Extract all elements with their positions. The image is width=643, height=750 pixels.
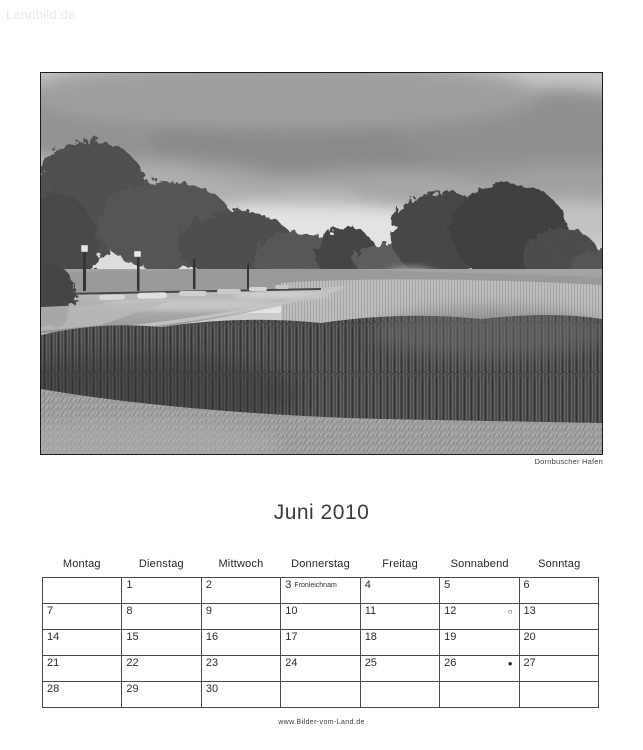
day-number: 7 bbox=[47, 605, 54, 617]
calendar-cell bbox=[122, 578, 201, 604]
day-number: 17 bbox=[285, 631, 298, 643]
calendar-cell bbox=[43, 682, 122, 708]
calendar-cell bbox=[201, 656, 280, 682]
landscape-photo bbox=[41, 73, 602, 454]
day-number: 28 bbox=[47, 683, 60, 695]
calendar-cell bbox=[201, 604, 280, 630]
calendar-cell bbox=[281, 656, 360, 682]
calendar-grid bbox=[42, 577, 599, 708]
weekday-header-montag: Montag bbox=[62, 558, 101, 570]
day-number: 30 bbox=[205, 683, 219, 695]
holiday-label: Fronleichnam bbox=[294, 582, 337, 589]
calendar-cell bbox=[281, 682, 360, 708]
footer-url: www.Bilder-vom-Land.de bbox=[278, 719, 365, 726]
day-number: 19 bbox=[444, 631, 457, 643]
day-number: 12 bbox=[444, 605, 457, 617]
calendar-cell bbox=[281, 630, 360, 656]
weekday-header-row bbox=[42, 558, 599, 570]
calendar-cell bbox=[440, 656, 519, 682]
calendar-week-row bbox=[43, 604, 599, 630]
full-moon-icon: ● bbox=[507, 659, 513, 668]
calendar-cell bbox=[360, 682, 439, 708]
calendar-cell bbox=[519, 682, 598, 708]
day-number: 8 bbox=[126, 605, 133, 617]
day-number: 6 bbox=[523, 579, 530, 591]
calendar-cell bbox=[201, 630, 280, 656]
calendar-cell bbox=[122, 604, 201, 630]
calendar-cell bbox=[360, 630, 439, 656]
day-number: 1 bbox=[126, 579, 133, 591]
calendar-cell bbox=[519, 656, 598, 682]
calendar-cell bbox=[201, 578, 280, 604]
watermark-text: Landbild.de bbox=[6, 7, 76, 22]
calendar-cell bbox=[519, 604, 598, 630]
new-moon-icon: ○ bbox=[507, 607, 513, 616]
day-number: 21 bbox=[47, 657, 60, 669]
weekday-header-donnerstag: Donnerstag bbox=[291, 558, 350, 570]
day-number: 9 bbox=[205, 605, 212, 617]
day-number: 14 bbox=[47, 631, 60, 643]
day-number: 4 bbox=[364, 579, 371, 591]
photo-frame bbox=[40, 72, 603, 455]
calendar-week-row bbox=[43, 656, 599, 682]
day-number: 27 bbox=[523, 657, 536, 669]
day-number: 11 bbox=[364, 605, 377, 617]
calendar-cell bbox=[122, 682, 201, 708]
calendar-cell bbox=[440, 630, 519, 656]
calendar-cell bbox=[519, 630, 598, 656]
day-number: 22 bbox=[126, 657, 139, 669]
weekday-header-sonntag: Sonntag bbox=[538, 558, 581, 570]
weekday-header-sonnabend: Sonnabend bbox=[450, 558, 509, 570]
calendar-cell bbox=[440, 604, 519, 630]
calendar-cell bbox=[201, 682, 280, 708]
day-number: 5 bbox=[444, 579, 451, 591]
day-number: 10 bbox=[285, 605, 298, 617]
weekday-header-mittwoch: Mittwoch bbox=[218, 558, 264, 570]
calendar-cell bbox=[122, 630, 201, 656]
calendar-cell bbox=[43, 656, 122, 682]
calendar-cell bbox=[122, 656, 201, 682]
day-number: 16 bbox=[205, 631, 219, 643]
day-number: 15 bbox=[126, 631, 139, 643]
calendar-cell bbox=[440, 578, 519, 604]
calendar-cell bbox=[281, 578, 360, 604]
calendar-cell bbox=[440, 682, 519, 708]
weekday-header-dienstag: Dienstag bbox=[138, 558, 184, 570]
day-number: 13 bbox=[523, 605, 536, 617]
calendar-cell bbox=[43, 630, 122, 656]
weekday-header-freitag: Freitag bbox=[382, 558, 418, 570]
calendar-cell bbox=[519, 578, 598, 604]
day-number: 26 bbox=[444, 657, 457, 669]
day-number: 3 bbox=[285, 579, 292, 591]
day-number: 18 bbox=[364, 631, 377, 643]
photo-caption: Dornbuscher Hafen bbox=[534, 457, 603, 466]
calendar-body bbox=[43, 578, 599, 708]
calendar-cell bbox=[360, 578, 439, 604]
calendar-week-row bbox=[43, 682, 599, 708]
day-number: 25 bbox=[364, 657, 377, 669]
month-title: Juni 2010 bbox=[273, 501, 370, 524]
calendar-cell bbox=[360, 604, 439, 630]
calendar-cell bbox=[43, 578, 122, 604]
calendar-cell bbox=[43, 604, 122, 630]
day-number: 20 bbox=[523, 631, 536, 643]
day-number: 29 bbox=[126, 683, 139, 695]
day-number: 2 bbox=[205, 579, 212, 591]
day-number: 24 bbox=[285, 657, 298, 669]
calendar-cell bbox=[281, 604, 360, 630]
calendar-week-row bbox=[43, 578, 599, 604]
calendar-week-row bbox=[43, 630, 599, 656]
day-number: 23 bbox=[205, 657, 219, 669]
calendar-cell bbox=[360, 656, 439, 682]
